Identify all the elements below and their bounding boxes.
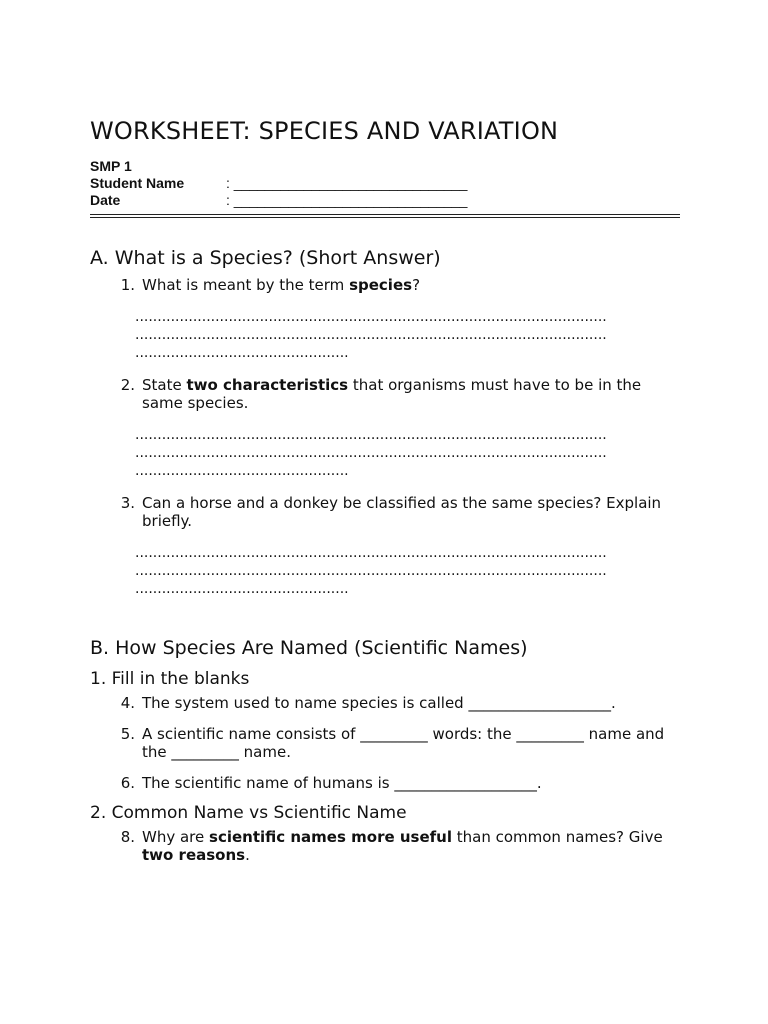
question-number: 4. [120, 694, 135, 712]
answer-line: ................................................ [135, 463, 349, 479]
question-text[interactable]: The system used to name species is called ___________________. [142, 694, 616, 712]
part-2-heading: 2. Common Name vs Scientific Name [90, 803, 407, 823]
header-divider [90, 214, 680, 218]
question-4 [90, 694, 680, 712]
date-row [90, 192, 680, 209]
date-field[interactable]: : ______________________________ [226, 192, 468, 208]
answer-line: .......................................................................................................... [135, 327, 607, 343]
answer-line: .......................................................................................................... [135, 445, 607, 461]
answer-line: .......................................................................................................... [135, 563, 607, 579]
question-3 [90, 494, 680, 530]
question-text: Why are scientific names more useful than common names? Give two reasons. [142, 828, 663, 864]
student-name-label: Student Name [90, 175, 185, 191]
worksheet-title: WORKSHEET: SPECIES AND VARIATION [90, 117, 559, 145]
answer-area-2[interactable] [90, 426, 680, 480]
question-6 [90, 774, 680, 792]
class-label: SMP 1 [90, 158, 132, 174]
answer-area-3[interactable] [90, 544, 680, 598]
question-number: 1. [120, 276, 135, 294]
question-5 [90, 725, 680, 761]
question-number: 2. [120, 376, 135, 394]
question-text: What is meant by the term species? [142, 276, 421, 294]
question-text: State two characteristics that organisms must have to be in the same species. [142, 376, 642, 412]
question-text[interactable]: A scientific name consists of _________ words: the _________ name and the _________ name. [142, 725, 665, 761]
header-info [90, 158, 680, 209]
answer-line: .......................................................................................................... [135, 545, 607, 561]
section-a-heading: A. What is a Species? (Short Answer) [90, 247, 441, 269]
worksheet-page [90, 116, 680, 864]
part-1-heading: 1. Fill in the blanks [90, 669, 250, 689]
date-label: Date [90, 192, 121, 208]
answer-line: .......................................................................................................... [135, 309, 607, 325]
section-b-heading: B. How Species Are Named (Scientific Names) [90, 637, 528, 659]
answer-line: ................................................ [135, 345, 349, 361]
question-number: 5. [120, 725, 135, 743]
question-text: Can a horse and a donkey be classified as the same species? Explain briefly. [142, 494, 662, 530]
student-name-row [90, 175, 680, 192]
answer-area-1[interactable] [90, 308, 680, 362]
question-number: 3. [120, 494, 135, 512]
question-number: 8. [120, 828, 135, 846]
student-name-field[interactable]: : ______________________________ [226, 175, 468, 191]
question-2 [90, 376, 680, 412]
question-1 [90, 276, 680, 294]
question-text[interactable]: The scientific name of humans is ___________________. [142, 774, 542, 792]
question-8 [90, 828, 680, 864]
question-number: 6. [120, 774, 135, 792]
answer-line: ................................................ [135, 581, 349, 597]
answer-line: .......................................................................................................... [135, 427, 607, 443]
